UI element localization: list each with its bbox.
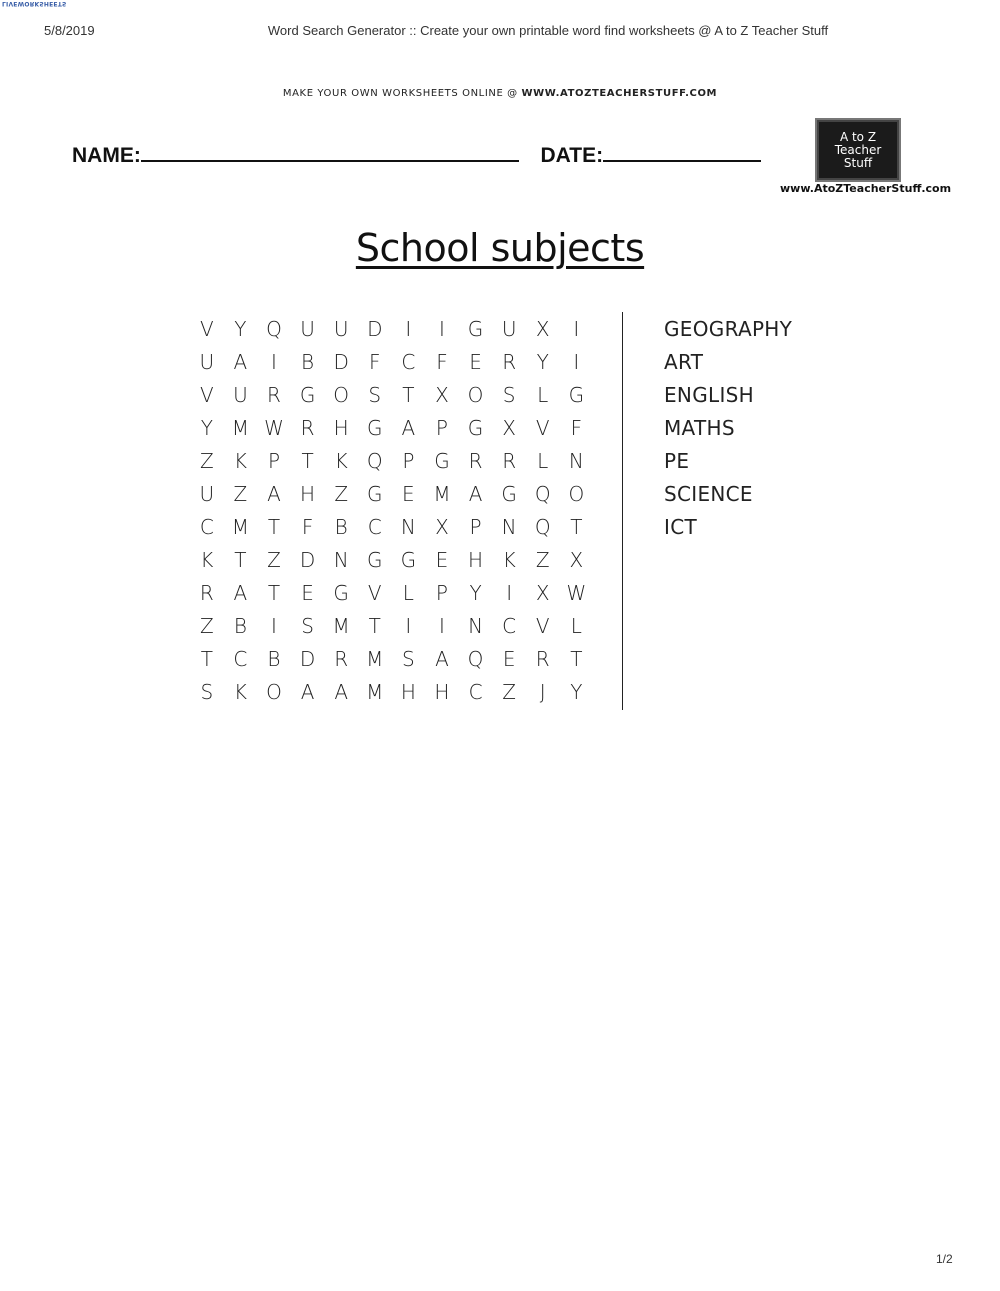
name-date-row — [72, 140, 761, 168]
grid-letter[interactable]: I — [439, 316, 445, 341]
letter-grid — [190, 312, 593, 708]
grid-letter[interactable]: X — [535, 316, 550, 341]
liveworksheets-logo: LIVEWORKSHEETS — [2, 0, 67, 7]
grid-letter[interactable]: G — [501, 481, 517, 506]
date-label: DATE: — [540, 144, 604, 167]
grid-letter[interactable]: I — [439, 613, 445, 638]
grid-letter[interactable]: S — [402, 646, 415, 671]
grid-letter[interactable]: F — [369, 349, 381, 374]
grid-letter[interactable]: N — [568, 448, 584, 473]
grid-letter[interactable]: Q — [534, 514, 551, 539]
grid-letter[interactable]: D — [299, 646, 316, 671]
grid-letter[interactable]: C — [468, 679, 483, 704]
name-label: NAME: — [72, 144, 141, 167]
grid-letter[interactable]: L — [570, 613, 582, 638]
grid-divider — [622, 312, 623, 710]
grid-letter[interactable]: G — [367, 547, 383, 572]
grid-letter[interactable]: T — [570, 514, 583, 539]
grid-letter[interactable]: G — [367, 481, 383, 506]
grid-letter[interactable]: M — [231, 514, 250, 539]
grid-letter[interactable]: R — [468, 448, 483, 473]
grid-letter[interactable]: Z — [502, 679, 516, 704]
grid-letter[interactable]: Z — [233, 481, 248, 506]
grid-letter[interactable]: F — [570, 415, 583, 440]
grid-letter[interactable]: A — [401, 415, 416, 440]
grid-letter[interactable]: G — [467, 415, 484, 440]
grid-letter[interactable]: E — [469, 349, 482, 374]
grid-letter[interactable]: W — [566, 580, 587, 605]
grid-letter[interactable]: N — [333, 547, 349, 572]
grid-letter[interactable]: L — [537, 382, 549, 407]
grid-letter[interactable]: T — [267, 514, 281, 539]
grid-letter[interactable]: W — [264, 415, 284, 440]
badge-line-3: Stuff — [843, 155, 873, 170]
grid-row — [190, 411, 593, 444]
grid-letter[interactable]: N — [501, 514, 517, 539]
grid-letter[interactable]: M — [332, 613, 350, 638]
grid-letter[interactable]: H — [468, 547, 484, 572]
grid-letter[interactable]: Y — [469, 580, 482, 605]
grid-letter[interactable]: A — [468, 481, 483, 506]
grid-letter[interactable]: U — [501, 316, 517, 341]
grid-letter[interactable]: D — [367, 316, 383, 341]
grid-row — [190, 642, 593, 675]
grid-letter[interactable]: R — [300, 415, 315, 440]
grid-letter[interactable]: H — [400, 679, 416, 704]
grid-letter[interactable]: X — [569, 547, 584, 572]
grid-letter[interactable]: P — [402, 448, 415, 473]
grid-letter[interactable]: A — [300, 679, 315, 704]
page-number: 1/2 — [936, 1252, 953, 1266]
promo-text: MAKE YOUR OWN WORKSHEETS ONLINE @ — [282, 88, 522, 99]
grid-letter[interactable]: I — [405, 316, 412, 341]
grid-letter[interactable]: X — [435, 514, 449, 539]
grid-letter[interactable]: P — [435, 415, 448, 440]
grid-letter[interactable]: C — [367, 514, 382, 539]
grid-letter[interactable]: G — [400, 547, 417, 572]
grid-letter[interactable]: T — [234, 547, 247, 572]
grid-letter[interactable]: H — [300, 481, 316, 506]
grid-letter[interactable]: E — [301, 580, 314, 605]
grid-letter[interactable]: X — [502, 415, 516, 440]
word-list-item: MATHS — [664, 415, 735, 440]
grid-letter[interactable]: P — [469, 514, 482, 539]
grid-row — [190, 378, 593, 411]
grid-letter[interactable]: D — [333, 349, 349, 374]
grid-row — [190, 312, 593, 345]
grid-letter[interactable]: A — [267, 481, 281, 506]
grid-letter[interactable]: E — [435, 547, 449, 572]
grid-letter[interactable]: L — [537, 448, 549, 473]
word-list-item: ICT — [664, 514, 697, 539]
grid-letter[interactable]: R — [502, 448, 517, 473]
grid-row — [190, 477, 593, 510]
grid-letter[interactable]: N — [400, 514, 416, 539]
word-list-item: PE — [664, 448, 690, 473]
grid-letter[interactable]: B — [267, 646, 281, 671]
grid-letter[interactable]: R — [334, 646, 349, 671]
grid-letter[interactable]: I — [573, 316, 580, 341]
grid-letter[interactable]: K — [233, 679, 247, 704]
grid-letter[interactable]: R — [535, 646, 550, 671]
grid-letter[interactable]: B — [301, 349, 315, 374]
grid-row — [190, 444, 593, 477]
grid-letter[interactable]: I — [506, 580, 513, 605]
grid-letter[interactable]: H — [333, 415, 349, 440]
grid-letter[interactable]: G — [299, 382, 316, 407]
name-field-line[interactable] — [141, 140, 519, 162]
grid-letter[interactable]: U — [199, 481, 215, 506]
grid-letter[interactable]: M — [366, 646, 384, 671]
grid-letter[interactable]: U — [233, 382, 248, 407]
grid-letter[interactable]: Z — [199, 448, 214, 473]
word-list-item: ART — [664, 349, 704, 374]
grid-letter[interactable]: T — [301, 448, 314, 473]
promo-site: WWW.ATOZTEACHERSTUFF.COM — [521, 88, 718, 99]
grid-letter[interactable]: T — [200, 646, 213, 671]
grid-letter[interactable]: P — [435, 580, 448, 605]
grid-letter[interactable]: J — [539, 679, 546, 704]
grid-letter[interactable]: R — [267, 382, 281, 407]
grid-letter[interactable]: A — [435, 646, 449, 671]
grid-letter[interactable]: R — [502, 349, 517, 374]
grid-letter[interactable]: E — [402, 481, 415, 506]
grid-letter[interactable]: Y — [536, 349, 549, 374]
grid-letter[interactable]: Z — [267, 547, 281, 572]
grid-letter[interactable]: Z — [535, 547, 550, 572]
grid-letter[interactable]: K — [200, 547, 214, 572]
grid-letter[interactable]: M — [433, 481, 451, 506]
grid-letter[interactable]: S — [502, 382, 516, 407]
grid-letter[interactable]: T — [267, 580, 281, 605]
grid-letter[interactable]: K — [233, 448, 247, 473]
grid-letter[interactable]: Q — [534, 481, 551, 506]
grid-row — [190, 609, 593, 642]
grid-letter[interactable]: O — [266, 679, 282, 704]
grid-letter[interactable]: U — [300, 316, 315, 341]
grid-letter[interactable]: B — [334, 514, 348, 539]
grid-letter[interactable]: A — [233, 580, 248, 605]
grid-letter[interactable]: I — [573, 349, 580, 374]
badge-url: www.AtoZTeacherStuff.com — [780, 182, 952, 195]
grid-letter[interactable]: C — [199, 514, 214, 539]
grid-letter[interactable]: E — [502, 646, 516, 671]
grid-letter[interactable]: O — [333, 382, 350, 407]
grid-letter[interactable]: A — [334, 679, 349, 704]
grid-letter[interactable]: V — [199, 382, 214, 407]
grid-row — [190, 576, 593, 609]
grid-letter[interactable]: T — [368, 613, 381, 638]
grid-letter[interactable]: Q — [366, 448, 383, 473]
grid-letter[interactable]: F — [301, 514, 314, 539]
grid-letter[interactable]: V — [199, 316, 214, 341]
atoz-teacher-stuff-logo — [815, 118, 901, 182]
grid-letter[interactable]: G — [367, 415, 383, 440]
word-list-item: ENGLISH — [664, 382, 754, 407]
badge-line-1: A to Z — [839, 129, 877, 144]
print-page-title: Word Search Generator :: Create your own printable word find worksheets @ A to Z Teacher Stuff — [267, 23, 829, 38]
grid-letter[interactable]: U — [333, 316, 349, 341]
grid-letter[interactable]: O — [467, 382, 484, 407]
grid-letter[interactable]: G — [467, 316, 484, 341]
grid-letter[interactable]: Q — [467, 646, 484, 671]
grid-letter[interactable]: M — [231, 415, 250, 440]
grid-letter[interactable]: S — [200, 679, 214, 704]
date-field-line[interactable] — [603, 140, 761, 162]
grid-row — [190, 543, 593, 576]
grid-letter[interactable]: I — [271, 349, 277, 374]
grid-letter[interactable]: N — [468, 613, 484, 638]
word-list-item: SCIENCE — [664, 481, 753, 506]
grid-letter[interactable]: I — [405, 613, 412, 638]
grid-letter[interactable]: D — [299, 547, 316, 572]
grid-letter[interactable]: Y — [570, 679, 583, 704]
word-list — [664, 312, 792, 543]
grid-letter[interactable]: X — [535, 580, 550, 605]
grid-letter[interactable]: Y — [200, 415, 213, 440]
grid-letter[interactable]: Q — [266, 316, 282, 341]
grid-letter[interactable]: C — [502, 613, 517, 638]
grid-row — [190, 345, 593, 378]
grid-letter[interactable]: T — [570, 646, 583, 671]
grid-letter[interactable]: C — [401, 349, 416, 374]
grid-letter[interactable]: M — [366, 679, 384, 704]
grid-letter[interactable]: F — [436, 349, 448, 374]
worksheet-title: School subjects — [355, 226, 645, 270]
grid-letter[interactable]: G — [434, 448, 450, 473]
grid-letter[interactable]: G — [333, 580, 349, 605]
grid-letter[interactable]: Z — [199, 613, 214, 638]
grid-letter[interactable]: L — [402, 580, 414, 605]
grid-letter[interactable]: R — [199, 580, 214, 605]
grid-letter[interactable]: Y — [234, 316, 247, 341]
grid-row — [190, 510, 593, 543]
grid-letter[interactable]: V — [367, 580, 382, 605]
grid-letter[interactable]: K — [502, 547, 516, 572]
grid-letter[interactable]: G — [568, 382, 585, 407]
grid-letter[interactable]: V — [535, 613, 550, 638]
grid-letter[interactable]: Z — [334, 481, 349, 506]
grid-row — [190, 675, 593, 708]
grid-letter[interactable]: P — [267, 448, 281, 473]
grid-letter[interactable]: S — [368, 382, 382, 407]
grid-letter[interactable]: B — [233, 613, 247, 638]
print-date: 5/8/2019 — [44, 23, 95, 38]
grid-letter[interactable]: U — [199, 349, 215, 374]
grid-letter[interactable]: X — [435, 382, 449, 407]
grid-letter[interactable]: S — [301, 613, 314, 638]
word-list-item: GEOGRAPHY — [664, 316, 793, 341]
grid-letter[interactable]: I — [271, 613, 277, 638]
grid-letter[interactable]: H — [434, 679, 450, 704]
promo-line — [0, 88, 1000, 99]
grid-letter[interactable]: V — [535, 415, 550, 440]
grid-letter[interactable]: C — [233, 646, 248, 671]
grid-letter[interactable]: K — [334, 448, 348, 473]
grid-letter[interactable]: A — [233, 349, 248, 374]
grid-letter[interactable]: O — [568, 481, 585, 506]
grid-letter[interactable]: T — [402, 382, 415, 407]
badge-line-2: Teacher — [834, 142, 882, 157]
